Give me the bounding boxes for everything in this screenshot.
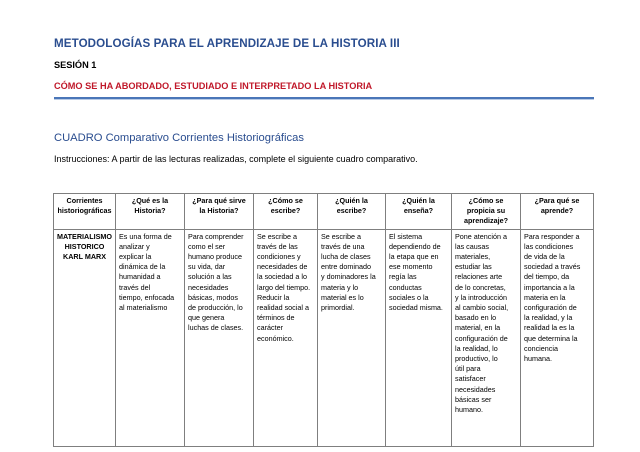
cell-text-line: MATERIALISMO — [57, 231, 112, 241]
table-body — [54, 229, 594, 446]
cell-text-line: primordial. — [321, 303, 355, 313]
cell-text-line: relaciones arte — [455, 272, 503, 282]
cell-text-line: basado en lo — [455, 313, 497, 323]
cell-text-line: analizar y — [119, 241, 150, 251]
table-cell — [116, 229, 185, 446]
cell-text-line: la realidad, lo — [455, 343, 498, 353]
cell-text-line: tiempo, enfocada — [119, 292, 175, 302]
cell-text-line: explicar la — [119, 252, 152, 262]
cell-text-line: necesidades de — [257, 262, 308, 272]
cell-text-line: que genera — [188, 313, 225, 323]
cell-text-line: Para responder a — [524, 231, 580, 241]
cell-text-line: configuración de — [455, 333, 508, 343]
cell-text-line: Pone atención a — [455, 231, 507, 241]
cell-text-line: materiales, — [455, 252, 491, 262]
header-text-line: ¿Quién la — [335, 196, 368, 205]
cell-text-line: la realidad, y la — [524, 313, 573, 323]
cell-text-line: Es una forma de — [119, 231, 172, 241]
header-text-line: Historia? — [134, 206, 166, 216]
cell-text-line: económico. — [257, 333, 294, 343]
table-row — [54, 229, 594, 446]
header-text-line: ¿Qué es la — [131, 196, 169, 205]
table-cell — [452, 229, 521, 446]
cell-text-line: humanidad a — [119, 272, 161, 282]
cell-text-line: útil para — [455, 364, 481, 374]
cell-text-line: términos de — [257, 313, 295, 323]
horizontal-rule — [54, 97, 594, 99]
table-cell — [185, 229, 254, 446]
cell-text-line: estudiar las — [455, 262, 492, 272]
table-header-cell — [318, 194, 386, 230]
cell-text-line: conciencia — [524, 343, 558, 353]
cell-text-line: las causas — [455, 241, 489, 251]
table-header-cell — [386, 194, 452, 230]
cell-text-line: realidad la es la — [524, 323, 575, 333]
table-cell — [254, 229, 318, 446]
header-text-line: ¿Para qué sirve — [192, 196, 246, 205]
header-text-line: aprendizaje? — [464, 216, 508, 226]
section-title: CUADRO Comparativo Corrientes Historiográficas — [54, 132, 304, 144]
cell-text-line: importancia a la — [524, 282, 575, 292]
cell-text-line: Para comprender — [188, 231, 244, 241]
cell-text-line: y la introducción — [455, 292, 507, 302]
row-heading-cell — [54, 229, 116, 446]
table-cell — [386, 229, 452, 446]
cell-text-line: que determina la — [524, 333, 578, 343]
cell-text-line: luchas de clases. — [188, 323, 244, 333]
cell-text-line: y dominadores la — [321, 272, 376, 282]
cell-text-line: de lo concretas, — [455, 282, 506, 292]
cell-text-line: realidad social a — [257, 303, 309, 313]
header-text-line: escribe? — [270, 206, 301, 216]
cell-text-line: la etapa que en — [389, 252, 439, 262]
cell-text-line: materia en la — [524, 292, 566, 302]
cell-text-line: lucha de clases — [321, 252, 371, 262]
cell-text-line: través de una — [321, 241, 365, 251]
cell-text-line: El sistema — [389, 231, 423, 241]
table-header-cell — [521, 194, 594, 230]
cell-text-line: del tiempo, da — [524, 272, 570, 282]
cell-text-line: Se escribe a — [321, 231, 361, 241]
cell-text-line: regía las — [389, 272, 417, 282]
cell-text-line: dinámica de la — [119, 262, 166, 272]
table-header-cell — [116, 194, 185, 230]
cell-text-line: solución a las — [188, 272, 232, 282]
cell-text-line: HISTORICO — [64, 241, 105, 251]
cell-text-line: través del — [119, 282, 151, 292]
table-cell — [521, 229, 594, 446]
cell-text-line: KARL MARX — [63, 252, 106, 262]
cell-text-line: material, en la — [455, 323, 501, 333]
cell-text-line: de vida de la — [524, 252, 565, 262]
table-header-cell — [185, 194, 254, 230]
cell-text-line: productivo, lo — [455, 354, 498, 364]
cell-text-line: carácter — [257, 323, 283, 333]
cell-text-line: sociedad a través — [524, 262, 581, 272]
cell-text-line: la sociedad a lo — [257, 272, 307, 282]
cell-text-line: través de las — [257, 241, 298, 251]
comparison-table — [53, 193, 594, 447]
cell-text-line: básicas, modos — [188, 292, 238, 302]
cell-text-line: Se escribe a — [257, 231, 297, 241]
cell-text-line: humano produce — [188, 252, 242, 262]
header-text-line: enseña? — [403, 206, 434, 216]
cell-text-line: materia y lo — [321, 282, 359, 292]
session-label: SESIÓN 1 — [54, 60, 97, 70]
header-text-line: aprende? — [540, 206, 574, 216]
cell-text-line: necesidades — [188, 282, 229, 292]
header-text-line: la Historia? — [199, 206, 239, 216]
cell-text-line: dependiendo de — [389, 241, 441, 251]
cell-text-line: condiciones y — [257, 252, 301, 262]
cell-text-line: humana. — [524, 354, 552, 364]
cell-text-line: básicas ser — [455, 394, 492, 404]
header-text-line: Corrientes — [66, 196, 103, 205]
instructions-text: Instrucciones: A partir de las lecturas realizadas, complete el siguiente cuadro comparativo. — [54, 154, 418, 164]
cell-text-line: Reducir la — [257, 292, 290, 302]
cell-text-line: necesidades — [455, 384, 496, 394]
header-text-line: historiográficas — [57, 206, 112, 216]
cell-text-line: al cambio social, — [455, 303, 509, 313]
header-text-line: ¿Quién la — [402, 196, 435, 205]
cell-text-line: entre dominado — [321, 262, 371, 272]
header-text-line: ¿Cómo se — [268, 196, 303, 205]
header-text-line: ¿Cómo se — [468, 196, 504, 205]
cell-text-line: las condiciones — [524, 241, 574, 251]
cell-text-line: sociedad misma. — [389, 303, 443, 313]
table-header-cell — [452, 194, 521, 230]
cell-text-line: humano. — [455, 405, 483, 415]
table-header-row — [54, 194, 594, 230]
document-title: METODOLOGÍAS PARA EL APRENDIZAJE DE LA HISTORIA III — [54, 37, 400, 50]
cell-text-line: configuración de — [524, 303, 577, 313]
cell-text-line: largo del tiempo. — [257, 282, 311, 292]
cell-text-line: de producción, lo — [188, 303, 243, 313]
table-header-cell — [54, 194, 116, 230]
cell-text-line: satisfacer — [455, 374, 486, 384]
cell-text-line: al materialismo — [119, 303, 168, 313]
header-text-line: ¿Para qué se — [534, 196, 580, 205]
table-cell — [318, 229, 386, 446]
cell-text-line: su vida, dar — [188, 262, 226, 272]
header-text-line: escribe? — [336, 206, 367, 216]
session-subtitle: CÓMO SE HA ABORDADO, ESTUDIADO E INTERPRETADO LA HISTORIA — [54, 81, 373, 91]
table-header-cell — [254, 194, 318, 230]
cell-text-line: conductas — [389, 282, 422, 292]
header-text-line: propicia su — [466, 206, 506, 216]
cell-text-line: material es lo — [321, 292, 364, 302]
cell-text-line: ese momento — [389, 262, 433, 272]
cell-text-line: como el ser — [188, 241, 226, 251]
cell-text-line: sociales o la — [389, 292, 429, 302]
